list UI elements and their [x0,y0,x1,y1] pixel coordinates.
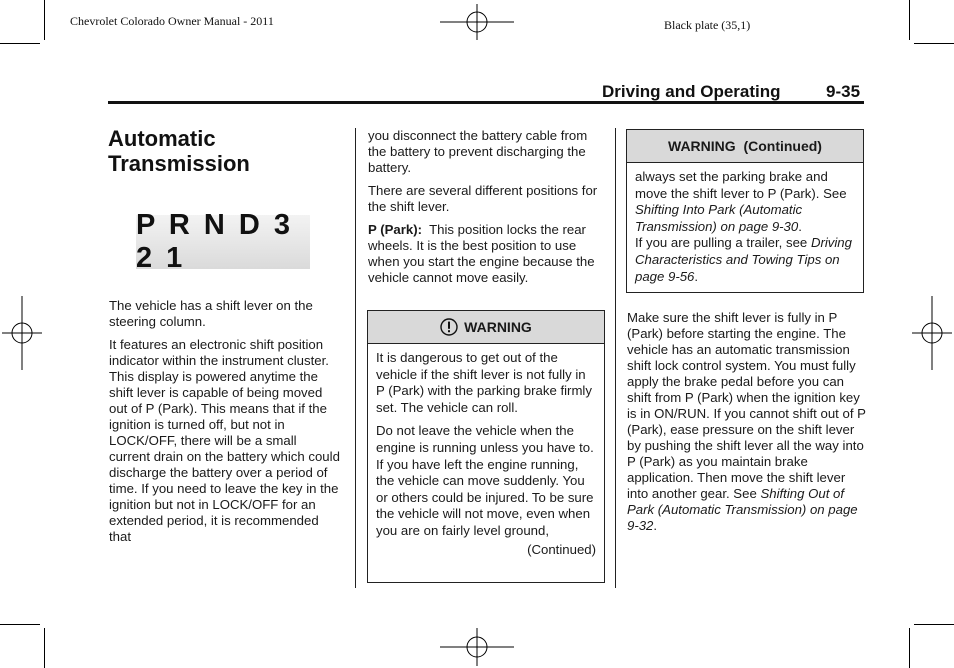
warning-text: always set the parking brake and move the shift lever to P (Park). See [635,169,847,201]
page-number: 9-35 [826,82,861,101]
warning-box [367,310,605,583]
warning-paragraph [635,235,855,285]
cross-reference: Shifting Into Park (Automatic Transmission) on page 9-30 [635,202,803,234]
paragraph: It features an electronic shift position indicator within the instrument cluster. This display is powered anytime the shift lever is capable of being moved out of P (Park). This means that if the ignition is turned off, but not in LOCK/OFF, there will be a small current drain on the battery which could discharge the battery over a period of time. If you need to leave the key in the ignition but not in LOCK/OFF for an extended period, it is recommended that [109,337,340,544]
registration-mark-right [912,296,952,370]
column-1-text [109,298,341,552]
park-term: P (Park): [368,222,422,237]
warning-paragraph: It is dangerous to get out of the vehicle if the shift lever is not fully in P (Park) with the parking brake firmly set. The vehicle can roll. [376,350,592,415]
column-divider [355,128,356,588]
warning-paragraph: Do not leave the vehicle when the engine is running unless you have to. If you have left the engine running, the vehicle can move suddenly. You or others could be injured. To be sure the vehicle will not move, even when you are on fairly level ground, [376,423,594,538]
registration-mark-top [440,4,514,40]
warning-header [368,311,604,344]
cross-reference: Shifting Out of Park (Automatic Transmission) on page 9-32 [627,486,858,533]
warning-title: WARNING [464,319,532,335]
page-heading [108,126,250,176]
warning-continued-body [627,163,863,289]
paragraph: you disconnect the battery cable from the battery to prevent discharging the battery. [368,128,588,175]
paragraph-text: Make sure the shift lever is fully in P (Park) before starting the engine. The vehicle has an automatic transmission shift lock control system. You must fully apply the brake pedal before you can shift from P (Park) when the ignition key is in ON/RUN. If you cannot shift out of P (Park), ease pressure on the shift lever by pushing the shift lever all the way into P (Park) as you maintain brake application. Then move the shift lever into another gear. See [627,310,866,501]
paragraph: The vehicle has a shift lever on the steering column. [109,298,313,329]
paragraph [368,222,608,286]
paragraph: There are several different positions for the shift lever. [368,183,598,214]
warning-text: If you are pulling a trailer, see [635,235,811,251]
shift-indicator-text: P R N D 3 2 1 [136,209,294,274]
column-2-text [368,128,608,293]
column-divider [615,128,616,588]
continued-label: (Continued) [527,541,596,557]
column-3-text [627,310,867,541]
paragraph [627,310,867,534]
shift-indicator-graphic [136,209,310,274]
warning-body [368,344,604,569]
cross-reference: Driving Characteristics and Towing Tips on page 9-56 [635,235,852,284]
warning-continued-box [626,129,864,293]
registration-mark-left [2,296,42,370]
registration-mark-bottom [440,628,514,666]
paragraph-text: . [653,518,658,533]
plate-label: Black plate (35,1) [664,18,751,32]
warning-text: . [694,268,699,284]
warning-continued-title: WARNING (Continued) [668,138,822,154]
manual-title: Chevrolet Colorado Owner Manual - 2011 [70,14,274,28]
warning-text: . [798,218,802,234]
heading-line-1: Automatic [108,126,216,151]
section-title: Driving and Operating [602,82,781,101]
warning-continued-header [627,130,863,163]
header-rule [108,101,864,104]
warning-paragraph [635,169,855,235]
park-description: This position locks the rear wheels. It is the best position to use when you start the engine because the vehicle cannot move easily. [368,222,595,285]
warning-icon [440,318,458,336]
heading-line-2: Transmission [108,151,250,176]
